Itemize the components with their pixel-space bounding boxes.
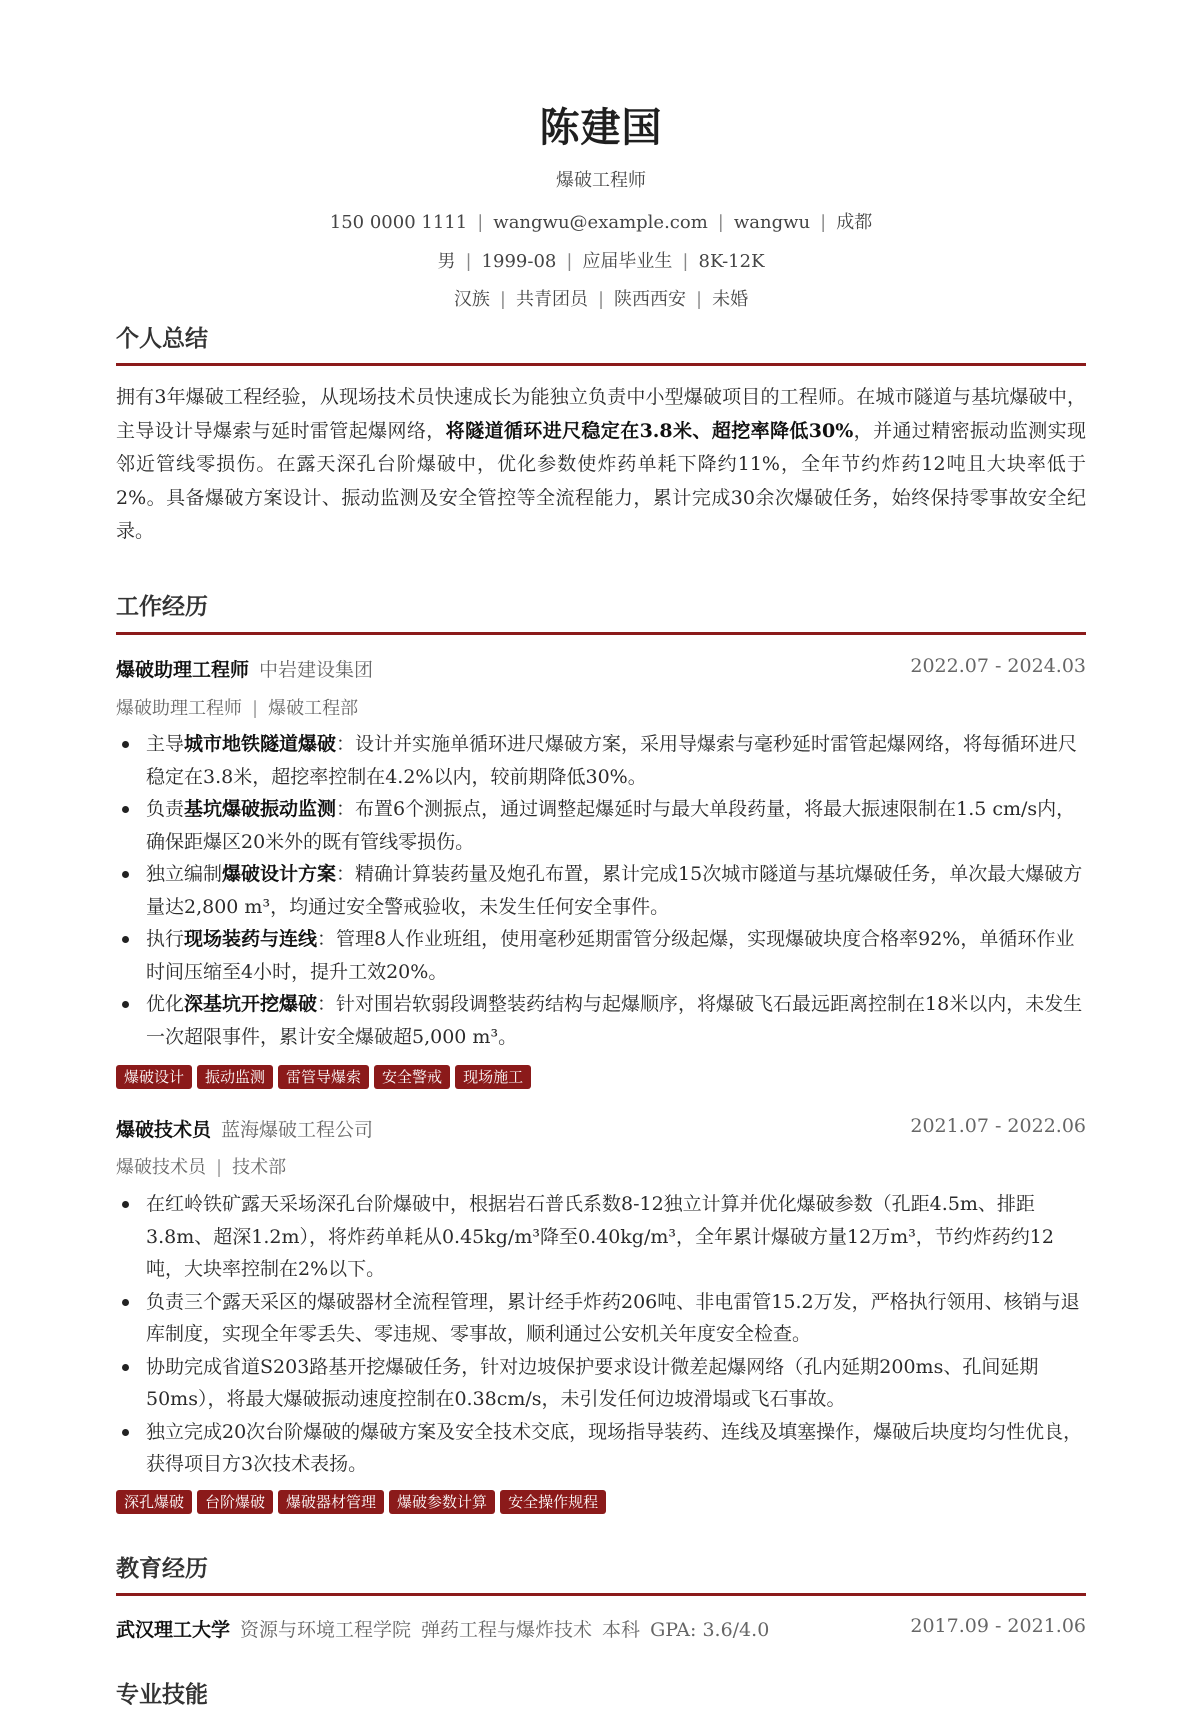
job-date: 2022.07 - 2024.03 bbox=[910, 655, 1086, 677]
work-heading: 工作经历 bbox=[116, 593, 208, 620]
gender: 男 bbox=[437, 251, 456, 272]
skill-tag: 爆破参数计算 bbox=[389, 1490, 495, 1514]
list-item: 在红岭铁矿露天采场深孔台阶爆破中，根据岩石普氏系数8-12独立计算并优化爆破参数（孔距4.5m、排距3.8m、超深1.2m），将炸药单耗从0.45kg/m³降至0.40kg/m³，全年累计爆破方量12万m³，节约炸药约12吨，大块率控制在2%以下。 bbox=[116, 1188, 1086, 1286]
work-divider bbox=[116, 632, 1086, 635]
education-date: 2017.09 - 2021.06 bbox=[910, 1615, 1086, 1637]
job-position: 爆破技术员 bbox=[116, 1119, 212, 1141]
degree: 本科 bbox=[602, 1619, 641, 1641]
skill-tag: 安全操作规程 bbox=[500, 1490, 606, 1514]
job-position: 爆破助理工程师 bbox=[116, 659, 250, 681]
summary-text: 拥有3年爆破工程经验，从现场技术员快速成长为能独立负责中小型爆破项目的工程师。在城市隧道与基坑爆破中，主导设计导爆索与延时雷管起爆网络，将隧道循环进尺稳定在3.8米、超挖率降低30%，并通过精密振动监测实现邻近管线零损伤。在露天深孔台阶爆破中，优化参数使炸药单耗下降约11%，全年节约炸药12吨且大块率低于2%。具备爆破方案设计、振动监测及安全管控等全流程能力，累计完成30余次爆破任务，始终保持零事故安全纪录。 bbox=[116, 386, 1086, 542]
birth: 1999-08 bbox=[481, 251, 557, 272]
phone: 150 0000 1111 bbox=[329, 212, 468, 233]
hometown: 陕西西安 bbox=[614, 289, 687, 310]
list-item: 独立完成20次台阶爆破的爆破方案及安全技术交底，现场指导装药、连线及填塞操作，爆破后块度均匀性优良，获得项目方3次技术表扬。 bbox=[116, 1416, 1086, 1481]
list-item: 负责三个露天采区的爆破器材全流程管理，累计经手炸药206吨、非电雷管15.2万发，严格执行领用、核销与退库制度，实现全年零丢失、零违规、零事故，顺利通过公安机关年度安全检查。 bbox=[116, 1286, 1086, 1351]
skill-tag: 安全警戒 bbox=[374, 1065, 450, 1089]
skill-tag: 爆破器材管理 bbox=[278, 1490, 384, 1514]
resume-page bbox=[116, 0, 1086, 1708]
wechat: wangwu bbox=[733, 212, 811, 233]
personal-line-1: 男 | 1999-08 | 应届毕业生 | 8K-12K bbox=[437, 251, 765, 272]
summary-divider bbox=[116, 363, 1086, 366]
school-name: 武汉理工大学 bbox=[116, 1619, 231, 1641]
education-divider bbox=[116, 1593, 1086, 1596]
candidate-name: 陈建国 bbox=[539, 104, 663, 151]
skill-tag: 台阶爆破 bbox=[197, 1490, 273, 1514]
list-item: 执行现场装药与连线：管理8人作业班组，使用毫秒延期雷管分级起爆，实现爆破块度合格率92%，单循环作业时间压缩至4小时，提升工效20%。 bbox=[116, 923, 1086, 988]
city: 成都 bbox=[836, 212, 873, 233]
education-row bbox=[116, 1615, 1086, 1642]
college: 资源与环境工程学院 bbox=[240, 1619, 412, 1641]
skill-tag: 深孔爆破 bbox=[116, 1490, 192, 1514]
summary-highlight: 将隧道循环进尺稳定在3.8米、超挖率降低30% bbox=[445, 419, 854, 442]
skill-tag: 雷管导爆索 bbox=[278, 1065, 369, 1089]
list-item: 优化深基坑开挖爆破：针对围岩软弱段调整装药结构与起爆顺序，将爆破飞石最远距离控制在18米以内，未发生一次超限事件，累计安全爆破超5,000 m³。 bbox=[116, 988, 1086, 1053]
skill-tags bbox=[116, 1065, 536, 1091]
ethnicity: 汉族 bbox=[453, 289, 490, 310]
job-bullets bbox=[116, 1188, 1086, 1481]
job-title: 爆破工程师 bbox=[556, 170, 646, 191]
salary: 8K-12K bbox=[698, 251, 765, 272]
list-item: 独立编制爆破设计方案：精确计算装药量及炮孔布置，累计完成15次城市隧道与基坑爆破任务，单次最大爆破方量达2,800 m³，均通过安全警戒验收，未发生任何安全事件。 bbox=[116, 858, 1086, 923]
gpa: GPA: 3.6/4.0 bbox=[650, 1619, 770, 1641]
skill-tag: 现场施工 bbox=[455, 1065, 531, 1089]
email: wangwu@example.com bbox=[493, 212, 708, 233]
contact-line: 150 0000 1111 | wangwu@example.com | wangwu | 成都 bbox=[329, 212, 873, 233]
marital-status: 未婚 bbox=[712, 289, 749, 310]
major: 弹药工程与爆炸技术 bbox=[421, 1619, 593, 1641]
list-item: 负责基坑爆破振动监测：布置6个测振点，通过调整起爆延时与最大单段药量，将最大振速限制在1.5 cm/s内，确保距爆区20米外的既有管线零损伤。 bbox=[116, 793, 1086, 858]
job-company: 中岩建设集团 bbox=[259, 659, 374, 681]
political-status: 共青团员 bbox=[515, 289, 588, 310]
job-bullets bbox=[116, 728, 1086, 1053]
skill-tags bbox=[116, 1490, 611, 1516]
summary-heading: 个人总结 bbox=[116, 325, 208, 352]
job-header bbox=[116, 655, 1086, 685]
job-subtitle: 爆破技术员 | 技术部 bbox=[116, 1157, 287, 1178]
skill-tag: 爆破设计 bbox=[116, 1065, 192, 1089]
list-item: 协助完成省道S203路基开挖爆破任务，针对边坡保护要求设计微差起爆网络（孔内延期200ms、孔间延期50ms），将最大爆破振动速度控制在0.38cm/s，未引发任何边坡滑塌或飞石事故。 bbox=[116, 1351, 1086, 1416]
skill-tag: 振动监测 bbox=[197, 1065, 273, 1089]
job-subtitle: 爆破助理工程师 | 爆破工程部 bbox=[116, 698, 359, 719]
job-date: 2021.07 - 2022.06 bbox=[910, 1115, 1086, 1137]
personal-line-2: 汉族 | 共青团员 | 陕西西安 | 未婚 bbox=[453, 289, 749, 310]
job-company: 蓝海爆破工程公司 bbox=[221, 1119, 374, 1141]
skills-heading: 专业技能 bbox=[116, 1681, 208, 1708]
job-header bbox=[116, 1115, 1086, 1145]
list-item: 主导城市地铁隧道爆破：设计并实施单循环进尺爆破方案，采用导爆索与毫秒延时雷管起爆网络，将每循环进尺稳定在3.8米，超挖率控制在4.2%以内，较前期降低30%。 bbox=[116, 728, 1086, 793]
status: 应届毕业生 bbox=[582, 251, 673, 272]
education-heading: 教育经历 bbox=[116, 1555, 208, 1582]
